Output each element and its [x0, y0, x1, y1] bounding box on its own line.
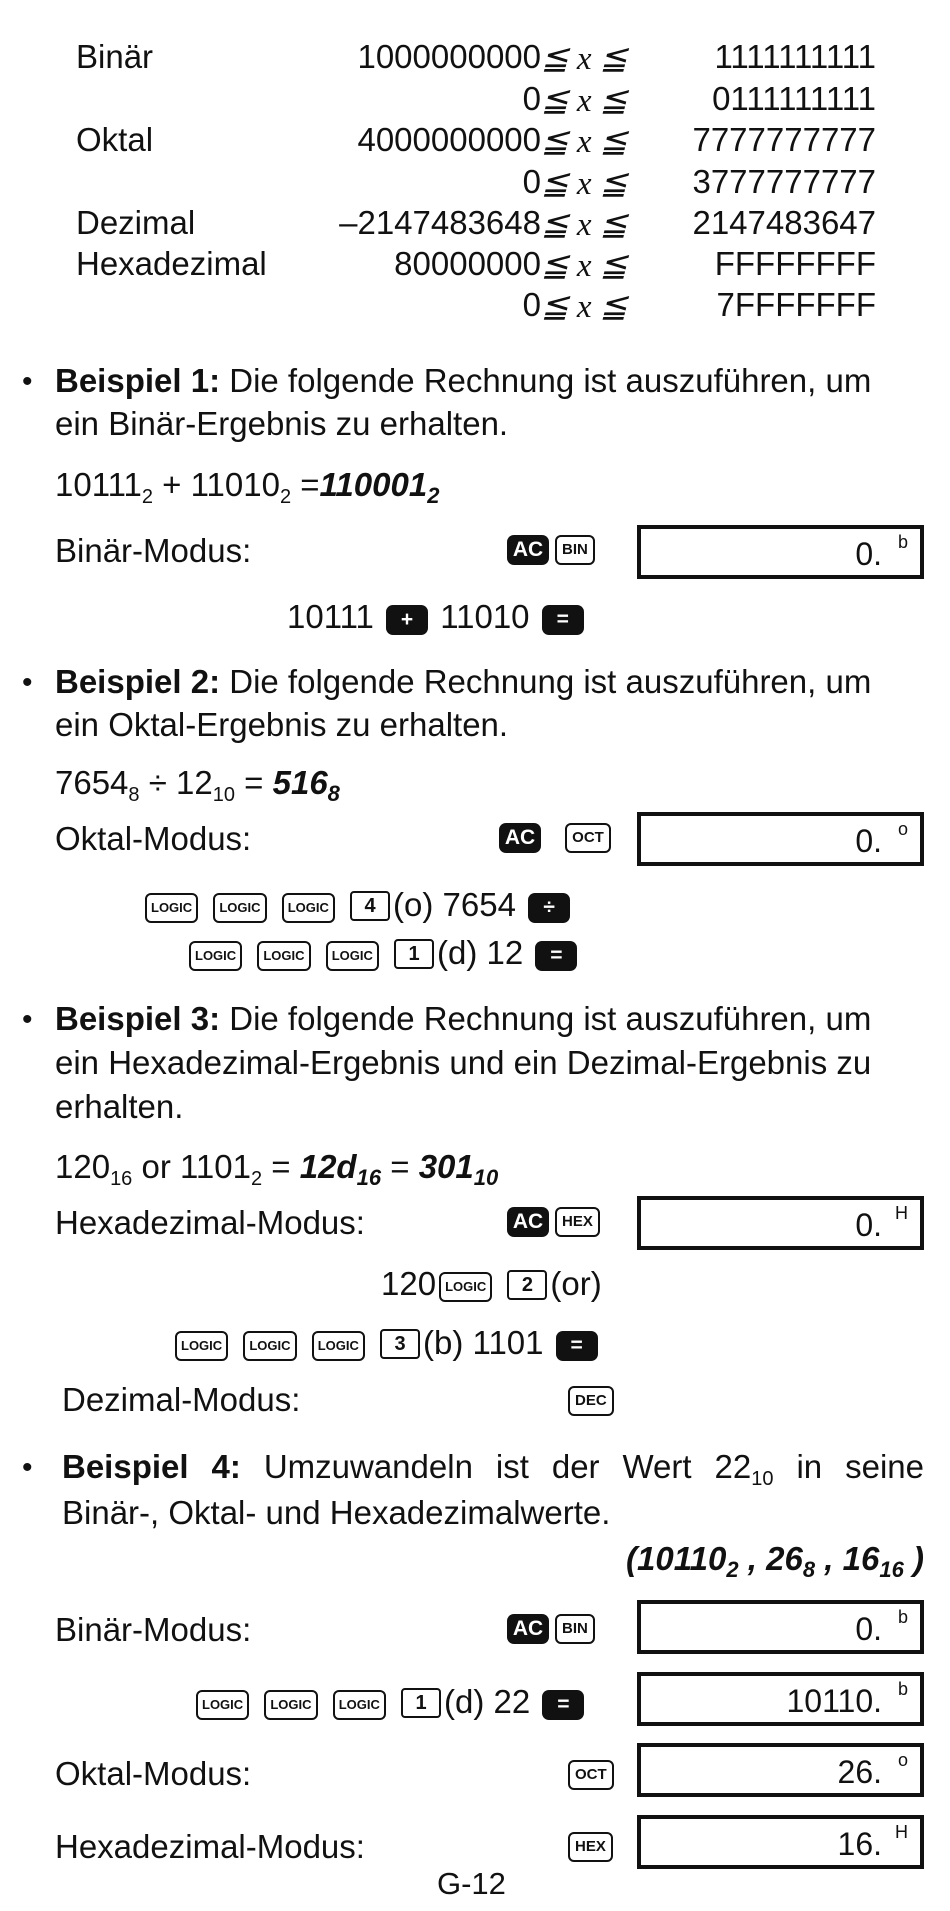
key-sequence: LOGIC LOGIC LOGIC 4 (o) 7654 ÷ — [142, 886, 573, 924]
example2-line1: Beispiel 2: Die folgende Rechnung ist auszuführen, um — [55, 663, 872, 700]
range-row — [76, 204, 876, 242]
logic-key[interactable]: LOGIC — [243, 1331, 296, 1361]
logic-key[interactable]: LOGIC — [189, 941, 242, 971]
range-label: Binär — [76, 38, 154, 75]
calculator-display — [637, 1815, 924, 1869]
equals-key[interactable]: = — [535, 941, 577, 971]
logic-key[interactable]: LOGIC — [264, 1690, 317, 1720]
display-value: 0. — [855, 823, 882, 859]
range-lower: 4000000000 — [357, 121, 541, 158]
range-lower: 0 — [522, 80, 541, 117]
range-row — [76, 80, 876, 118]
logic-key[interactable]: LOGIC — [326, 941, 379, 971]
calculator-display — [637, 812, 924, 866]
range-upper: FFFFFFFF — [714, 245, 876, 282]
range-row — [76, 38, 876, 76]
example4-line1: Beispiel 4: Umzuwandeln ist der Wert $22_{10}$ in seine — [62, 1448, 924, 1490]
equals-key[interactable]: = — [542, 1690, 584, 1720]
calculator-display — [637, 1600, 924, 1654]
example4-line2: Binär-, Oktal- und Hexadezimalwerte. — [62, 1494, 611, 1531]
display-value: 16. — [837, 1826, 882, 1862]
display-indicator: b — [897, 532, 908, 552]
display-value: 0. — [855, 536, 882, 572]
display-indicator: b — [897, 1679, 908, 1699]
display-indicator: b — [897, 1607, 908, 1627]
ac-key[interactable]: AC — [507, 1614, 549, 1644]
key-sequence — [565, 1379, 617, 1417]
plus-key[interactable]: + — [386, 605, 428, 635]
example3-line2: ein Hexadezimal-Ergebnis und ein Dezimal-Ergebnis zu — [55, 1044, 872, 1081]
example3-title: Beispiel 3: — [55, 1000, 221, 1037]
logic-key[interactable]: LOGIC — [333, 1690, 386, 1720]
example2-title: Beispiel 2: — [55, 663, 221, 700]
dec-key[interactable]: DEC — [568, 1386, 614, 1416]
example4-result: ($10110_2$ , $26_8$ , $16_{16}$ ) — [626, 1540, 924, 1582]
hex-key[interactable]: HEX — [555, 1207, 600, 1237]
example1-formula: $10111_2 + 11010_2 =110001_2$ — [55, 466, 440, 508]
three-key[interactable]: 3 — [380, 1329, 420, 1359]
display-indicator: o — [897, 819, 908, 839]
bullet: • — [22, 1451, 33, 1484]
logic-key[interactable]: LOGIC — [145, 893, 198, 923]
key-sequence — [504, 1200, 603, 1238]
ac-key[interactable]: AC — [507, 535, 549, 565]
logic-key[interactable]: LOGIC — [257, 941, 310, 971]
ac-key[interactable]: AC — [499, 823, 541, 853]
range-upper: 2147483647 — [692, 204, 876, 241]
calculator-display — [637, 525, 924, 579]
page-number: G-12 — [437, 1866, 506, 1901]
logic-key[interactable]: LOGIC — [175, 1331, 228, 1361]
mode-label: Dezimal-Modus: — [62, 1381, 301, 1418]
range-row — [76, 121, 876, 159]
bullet: • — [22, 365, 33, 398]
display-indicator: H — [895, 1822, 908, 1842]
logic-key[interactable]: LOGIC — [439, 1272, 492, 1302]
calculator-display — [637, 1672, 924, 1726]
key-sequence: 10111 + 11010 = — [287, 598, 587, 636]
range-upper: 7777777777 — [692, 121, 876, 158]
range-row — [76, 286, 876, 324]
key-sequence: LOGIC LOGIC LOGIC 3 (b) 1101 = — [172, 1324, 601, 1362]
range-label: Hexadezimal — [76, 245, 267, 282]
range-relation: ≦ x ≦ — [541, 289, 628, 325]
equals-key[interactable]: = — [542, 605, 584, 635]
mode-label: Binär-Modus: — [55, 1611, 252, 1648]
range-label: Oktal — [76, 121, 154, 158]
bin-key[interactable]: BIN — [555, 1614, 595, 1644]
mode-label: Hexadezimal-Modus: — [55, 1828, 365, 1865]
range-upper: 0111111111 — [712, 80, 876, 117]
display-value: 26. — [837, 1754, 882, 1790]
display-indicator: o — [897, 1750, 908, 1770]
calculator-display — [637, 1743, 924, 1797]
example2-line2: ein Oktal-Ergebnis zu erhalten. — [55, 706, 509, 743]
range-upper: 1111111111 — [714, 38, 876, 75]
four-key[interactable]: 4 — [350, 891, 390, 921]
range-relation: ≦ x ≦ — [541, 83, 628, 119]
bullet: • — [22, 666, 33, 699]
hex-key[interactable]: HEX — [568, 1832, 613, 1862]
display-value: 10110. — [786, 1683, 882, 1719]
two-key[interactable]: 2 — [507, 1270, 547, 1300]
range-lower: –2147483648 — [339, 204, 541, 241]
range-upper: 7FFFFFFF — [716, 286, 876, 323]
range-row — [76, 245, 876, 283]
example4-title: Beispiel 4: — [62, 1448, 241, 1485]
logic-key[interactable]: LOGIC — [196, 1690, 249, 1720]
key-sequence — [565, 1825, 616, 1863]
range-upper: 3777777777 — [692, 163, 876, 200]
key-sequence — [504, 1607, 598, 1645]
mode-label: Oktal-Modus: — [55, 1755, 252, 1792]
range-relation: ≦ x ≦ — [541, 166, 628, 202]
logic-key[interactable]: LOGIC — [213, 893, 266, 923]
range-row — [76, 163, 876, 201]
oct-key[interactable]: OCT — [565, 823, 611, 853]
display-value: 0. — [855, 1207, 882, 1243]
display-indicator: H — [895, 1203, 908, 1223]
divide-key[interactable]: ÷ — [528, 893, 570, 923]
range-relation: ≦ x ≦ — [541, 248, 628, 284]
example1-title: Beispiel 1: — [55, 362, 221, 399]
one-key[interactable]: 1 — [401, 1688, 441, 1718]
key-sequence — [504, 528, 598, 566]
key-sequence: LOGIC LOGIC LOGIC 1 (d) 12 = — [186, 934, 580, 972]
range-label: Dezimal — [76, 204, 196, 241]
example1-line1 — [55, 362, 871, 400]
range-lower: 80000000 — [394, 245, 541, 282]
key-sequence — [496, 816, 614, 854]
range-relation: ≦ x ≦ — [541, 124, 628, 160]
ac-key[interactable]: AC — [507, 1207, 549, 1237]
example3-line1: Beispiel 3: Die folgende Rechnung ist auszuführen, um — [55, 1000, 872, 1037]
bin-key[interactable]: BIN — [555, 535, 595, 565]
calculator-display — [637, 1196, 924, 1250]
mode-label: Hexadezimal-Modus: — [55, 1204, 365, 1241]
range-lower: 1000000000 — [357, 38, 541, 75]
example1-line2: ein Binär-Ergebnis zu erhalten. — [55, 405, 509, 442]
mode-label: Oktal-Modus: — [55, 820, 252, 857]
mode-label: Binär-Modus: — [55, 532, 252, 569]
key-sequence: 120 LOGIC 2 (or) — [381, 1265, 602, 1302]
example1-text: Die folgende Rechnung ist auszuführen, um — [229, 362, 872, 399]
key-sequence — [565, 1753, 617, 1791]
example3-formula: $120_{16}$ or $1101_2 = 12d_{16} = 301_{10}$ — [55, 1148, 499, 1190]
range-relation: ≦ x ≦ — [541, 41, 628, 77]
key-sequence: LOGIC LOGIC LOGIC 1 (d) 22 = — [193, 1683, 587, 1721]
range-lower: 0 — [522, 286, 541, 323]
example3-line3: erhalten. — [55, 1088, 184, 1125]
bullet: • — [22, 1003, 33, 1036]
example2-formula: $7654_8 \div 12_{10} = 516_8$ — [55, 764, 340, 806]
equals-key[interactable]: = — [556, 1331, 598, 1361]
one-key[interactable]: 1 — [394, 939, 434, 969]
display-value: 0. — [855, 1611, 882, 1647]
range-relation: ≦ x ≦ — [541, 207, 628, 243]
range-lower: 0 — [522, 163, 541, 200]
oct-key[interactable]: OCT — [568, 1760, 614, 1790]
logic-key[interactable]: LOGIC — [312, 1331, 365, 1361]
logic-key[interactable]: LOGIC — [282, 893, 335, 923]
